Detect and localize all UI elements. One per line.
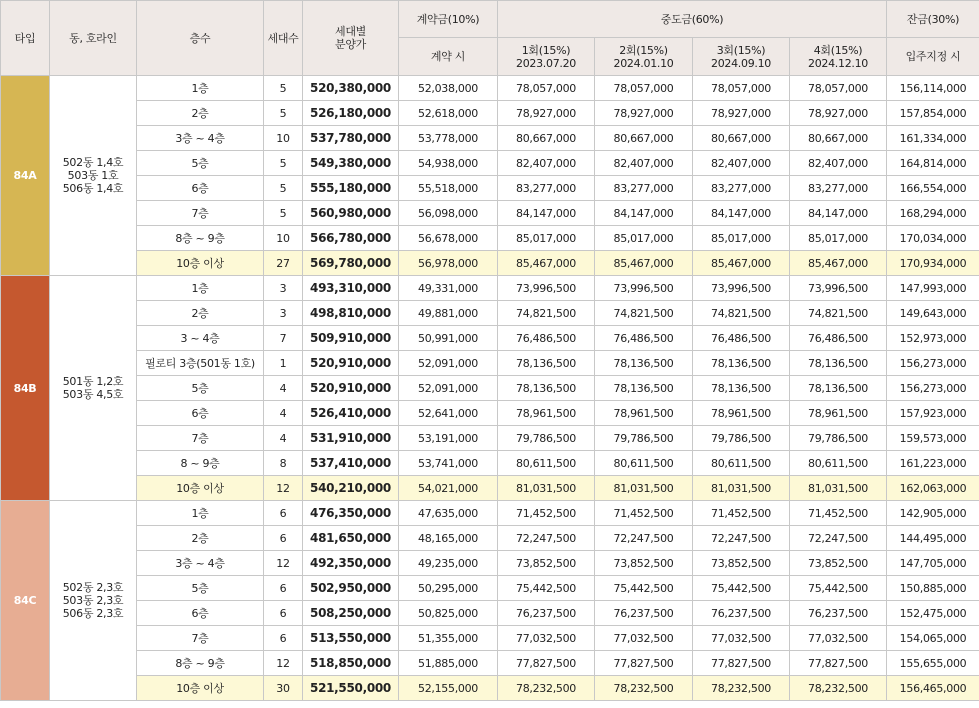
floor-cell: 6층 [137,176,264,201]
interim-3-cell: 78,057,000 [693,76,790,101]
floor-cell: 2층 [137,301,264,326]
header-interim-2-label: 2회(15%) [619,43,668,57]
floor-cell: 7층 [137,426,264,451]
interim-1-cell: 78,057,000 [498,76,595,101]
header-balance: 잔금(30%) [887,1,979,38]
balance-cell: 154,065,000 [887,626,979,651]
interim-2-cell: 77,827,500 [595,651,693,676]
table-row [1,301,979,326]
units-cell: 1 [264,351,303,376]
deposit-cell: 56,678,000 [399,226,498,251]
balance-cell: 155,655,000 [887,651,979,676]
header-interim-4 [790,38,887,76]
balance-cell: 142,905,000 [887,501,979,526]
interim-3-cell: 71,452,500 [693,501,790,526]
table-row [1,626,979,651]
deposit-cell: 52,155,000 [399,676,498,701]
dong-line: 503동 2,3호 [62,594,124,607]
floor-cell: 7층 [137,201,264,226]
interim-4-cell: 78,136,500 [790,351,887,376]
interim-4-cell: 80,667,000 [790,126,887,151]
interim-4-cell: 80,611,500 [790,451,887,476]
type-label: 84C [1,501,50,701]
deposit-cell: 53,191,000 [399,426,498,451]
interim-2-cell: 78,232,500 [595,676,693,701]
deposit-cell: 54,021,000 [399,476,498,501]
dong-line-cell [50,76,137,276]
units-cell: 5 [264,101,303,126]
interim-1-cell: 71,452,500 [498,501,595,526]
interim-2-cell: 73,852,500 [595,551,693,576]
interim-3-cell: 78,961,500 [693,401,790,426]
dong-line: 506동 1,4호 [62,182,124,195]
interim-3-cell: 80,611,500 [693,451,790,476]
balance-cell: 144,495,000 [887,526,979,551]
interim-1-cell: 73,996,500 [498,276,595,301]
price-cell: 476,350,000 [303,501,399,526]
deposit-cell: 51,355,000 [399,626,498,651]
price-cell: 509,910,000 [303,326,399,351]
deposit-cell: 50,991,000 [399,326,498,351]
interim-2-cell: 78,961,500 [595,401,693,426]
interim-4-cell: 81,031,500 [790,476,887,501]
units-cell: 5 [264,76,303,101]
interim-2-cell: 79,786,500 [595,426,693,451]
deposit-cell: 47,635,000 [399,501,498,526]
floor-cell: 1층 [137,276,264,301]
deposit-cell: 49,331,000 [399,276,498,301]
interim-4-cell: 73,996,500 [790,276,887,301]
table-row [1,651,979,676]
floor-cell: 8층 ~ 9층 [137,226,264,251]
table-row [1,476,979,501]
units-cell: 3 [264,276,303,301]
price-cell: 520,380,000 [303,76,399,101]
interim-2-cell: 84,147,000 [595,201,693,226]
interim-1-cell: 74,821,500 [498,301,595,326]
interim-1-cell: 80,667,000 [498,126,595,151]
deposit-cell: 50,825,000 [399,601,498,626]
balance-cell: 164,814,000 [887,151,979,176]
interim-1-cell: 76,486,500 [498,326,595,351]
header-price [303,1,399,76]
units-cell: 10 [264,126,303,151]
balance-cell: 157,923,000 [887,401,979,426]
interim-3-cell: 73,996,500 [693,276,790,301]
header-interim-3 [693,38,790,76]
interim-1-cell: 76,237,500 [498,601,595,626]
header-interim-3-label: 3회(15%) [716,43,766,57]
interim-1-cell: 73,852,500 [498,551,595,576]
floor-cell: 2층 [137,526,264,551]
interim-1-cell: 79,786,500 [498,426,595,451]
units-cell: 6 [264,626,303,651]
units-cell: 12 [264,476,303,501]
deposit-cell: 49,881,000 [399,301,498,326]
interim-2-cell: 80,667,000 [595,126,693,151]
interim-3-cell: 76,237,500 [693,601,790,626]
balance-cell: 159,573,000 [887,426,979,451]
table-row [1,376,979,401]
interim-3-cell: 76,486,500 [693,326,790,351]
balance-cell: 156,273,000 [887,376,979,401]
interim-2-cell: 78,136,500 [595,351,693,376]
table-row [1,226,979,251]
header-interim-2-date: 2024.01.10 [613,56,674,70]
dong-line-cell [50,501,137,701]
interim-2-cell: 85,467,000 [595,251,693,276]
floor-cell: 10층 이상 [137,251,264,276]
deposit-cell: 52,091,000 [399,376,498,401]
deposit-cell: 52,618,000 [399,101,498,126]
interim-2-cell: 78,927,000 [595,101,693,126]
balance-cell: 157,854,000 [887,101,979,126]
balance-cell: 168,294,000 [887,201,979,226]
interim-4-cell: 76,237,500 [790,601,887,626]
interim-3-cell: 84,147,000 [693,201,790,226]
price-cell: 502,950,000 [303,576,399,601]
interim-2-cell: 78,057,000 [595,76,693,101]
units-cell: 4 [264,426,303,451]
header-units: 세대수 [264,1,303,76]
floor-cell: 5층 [137,376,264,401]
units-cell: 5 [264,176,303,201]
units-cell: 4 [264,401,303,426]
dong-line: 503동 1호 [67,169,119,182]
interim-4-cell: 72,247,500 [790,526,887,551]
price-cell: 531,910,000 [303,426,399,451]
price-cell: 566,780,000 [303,226,399,251]
floor-cell: 3층 ~ 4층 [137,126,264,151]
price-cell: 537,780,000 [303,126,399,151]
header-interim-3-date: 2024.09.10 [711,56,771,70]
balance-cell: 147,705,000 [887,551,979,576]
floor-cell: 3층 ~ 4층 [137,551,264,576]
floor-cell: 10층 이상 [137,476,264,501]
floor-cell: 필로티 3층(501동 1호) [137,351,264,376]
dong-line: 502동 2,3호 [62,581,124,594]
floor-cell: 6층 [137,601,264,626]
price-cell: 518,850,000 [303,651,399,676]
dong-line: 503동 4,5호 [62,388,124,401]
header-type: 타입 [1,1,50,76]
interim-4-cell: 82,407,000 [790,151,887,176]
table-row [1,351,979,376]
interim-1-cell: 77,032,500 [498,626,595,651]
interim-1-cell: 85,017,000 [498,226,595,251]
deposit-cell: 50,295,000 [399,576,498,601]
interim-1-cell: 81,031,500 [498,476,595,501]
units-cell: 4 [264,376,303,401]
interim-1-cell: 78,232,500 [498,676,595,701]
table-row [1,451,979,476]
price-cell: 513,550,000 [303,626,399,651]
header-interim: 중도금(60%) [498,1,887,38]
table-row [1,426,979,451]
floor-cell: 6층 [137,401,264,426]
table-row [1,401,979,426]
floor-cell: 8층 ~ 9층 [137,651,264,676]
table-row [1,501,979,526]
table-row [1,276,979,301]
interim-3-cell: 77,032,500 [693,626,790,651]
table-row [1,601,979,626]
type-label: 84A [1,76,50,276]
interim-1-cell: 78,961,500 [498,401,595,426]
units-cell: 5 [264,151,303,176]
interim-2-cell: 75,442,500 [595,576,693,601]
price-cell: 560,980,000 [303,201,399,226]
interim-3-cell: 75,442,500 [693,576,790,601]
table-row [1,526,979,551]
deposit-cell: 55,518,000 [399,176,498,201]
interim-1-cell: 78,927,000 [498,101,595,126]
interim-1-cell: 72,247,500 [498,526,595,551]
interim-3-cell: 78,927,000 [693,101,790,126]
price-cell: 540,210,000 [303,476,399,501]
interim-4-cell: 71,452,500 [790,501,887,526]
interim-2-cell: 72,247,500 [595,526,693,551]
interim-3-cell: 82,407,000 [693,151,790,176]
interim-1-cell: 80,611,500 [498,451,595,476]
price-cell: 508,250,000 [303,601,399,626]
interim-1-cell: 75,442,500 [498,576,595,601]
interim-4-cell: 78,057,000 [790,76,887,101]
interim-2-cell: 80,611,500 [595,451,693,476]
header-interim-1-label: 1회(15%) [521,43,571,57]
interim-3-cell: 78,232,500 [693,676,790,701]
header-interim-4-date: 2024.12.10 [808,56,868,70]
table-row [1,676,979,701]
table-header [1,1,979,76]
interim-4-cell: 85,017,000 [790,226,887,251]
header-interim-1 [498,38,595,76]
header-deposit: 계약금(10%) [399,1,498,38]
header-balance-sub: 입주지정 시 [887,38,979,76]
balance-cell: 156,114,000 [887,76,979,101]
deposit-cell: 51,885,000 [399,651,498,676]
interim-1-cell: 77,827,500 [498,651,595,676]
table-row [1,201,979,226]
interim-3-cell: 81,031,500 [693,476,790,501]
floor-cell: 1층 [137,501,264,526]
balance-cell: 156,273,000 [887,351,979,376]
balance-cell: 147,993,000 [887,276,979,301]
table-row [1,251,979,276]
interim-2-cell: 77,032,500 [595,626,693,651]
table-body [1,76,979,701]
interim-2-cell: 73,996,500 [595,276,693,301]
deposit-cell: 52,641,000 [399,401,498,426]
interim-1-cell: 78,136,500 [498,376,595,401]
balance-cell: 152,475,000 [887,601,979,626]
header-interim-2 [595,38,693,76]
floor-cell: 5층 [137,576,264,601]
floor-cell: 10층 이상 [137,676,264,701]
interim-4-cell: 76,486,500 [790,326,887,351]
balance-cell: 156,465,000 [887,676,979,701]
deposit-cell: 56,978,000 [399,251,498,276]
price-cell: 569,780,000 [303,251,399,276]
units-cell: 27 [264,251,303,276]
units-cell: 6 [264,526,303,551]
interim-3-cell: 74,821,500 [693,301,790,326]
units-cell: 8 [264,451,303,476]
interim-1-cell: 83,277,000 [498,176,595,201]
interim-1-cell: 82,407,000 [498,151,595,176]
balance-cell: 166,554,000 [887,176,979,201]
price-cell: 493,310,000 [303,276,399,301]
interim-4-cell: 78,232,500 [790,676,887,701]
balance-cell: 170,934,000 [887,251,979,276]
units-cell: 30 [264,676,303,701]
header-interim-1-date: 2023.07.20 [516,56,576,70]
deposit-cell: 49,235,000 [399,551,498,576]
table-row [1,576,979,601]
interim-3-cell: 80,667,000 [693,126,790,151]
header-interim-4-label: 4회(15%) [813,43,863,57]
units-cell: 5 [264,201,303,226]
dong-line-cell [50,276,137,501]
floor-cell: 3 ~ 4층 [137,326,264,351]
interim-4-cell: 79,786,500 [790,426,887,451]
price-cell: 526,180,000 [303,101,399,126]
deposit-cell: 53,778,000 [399,126,498,151]
interim-3-cell: 79,786,500 [693,426,790,451]
header-floor: 층수 [137,1,264,76]
units-cell: 12 [264,651,303,676]
units-cell: 6 [264,601,303,626]
interim-2-cell: 76,486,500 [595,326,693,351]
dong-line: 501동 1,2호 [62,375,124,388]
price-cell: 520,910,000 [303,351,399,376]
balance-cell: 149,643,000 [887,301,979,326]
interim-2-cell: 74,821,500 [595,301,693,326]
price-cell: 555,180,000 [303,176,399,201]
interim-4-cell: 75,442,500 [790,576,887,601]
price-cell: 520,910,000 [303,376,399,401]
header-dong: 동, 호라인 [50,1,137,76]
interim-3-cell: 83,277,000 [693,176,790,201]
dong-line: 506동 2,3호 [62,607,124,620]
price-cell: 526,410,000 [303,401,399,426]
interim-1-cell: 85,467,000 [498,251,595,276]
interim-3-cell: 72,247,500 [693,526,790,551]
interim-4-cell: 78,136,500 [790,376,887,401]
interim-4-cell: 83,277,000 [790,176,887,201]
balance-cell: 170,034,000 [887,226,979,251]
header-deposit-sub: 계약 시 [399,38,498,76]
price-cell: 481,650,000 [303,526,399,551]
interim-2-cell: 71,452,500 [595,501,693,526]
units-cell: 12 [264,551,303,576]
price-cell: 521,550,000 [303,676,399,701]
interim-3-cell: 78,136,500 [693,376,790,401]
price-cell: 549,380,000 [303,151,399,176]
floor-cell: 2층 [137,101,264,126]
floor-cell: 5층 [137,151,264,176]
balance-cell: 150,885,000 [887,576,979,601]
floor-cell: 7층 [137,626,264,651]
interim-4-cell: 85,467,000 [790,251,887,276]
balance-cell: 162,063,000 [887,476,979,501]
deposit-cell: 52,091,000 [399,351,498,376]
table-row [1,151,979,176]
deposit-cell: 54,938,000 [399,151,498,176]
table-row [1,326,979,351]
interim-3-cell: 77,827,500 [693,651,790,676]
interim-2-cell: 76,237,500 [595,601,693,626]
floor-cell: 1층 [137,76,264,101]
price-cell: 537,410,000 [303,451,399,476]
interim-2-cell: 85,017,000 [595,226,693,251]
balance-cell: 152,973,000 [887,326,979,351]
table-row [1,126,979,151]
interim-4-cell: 77,827,500 [790,651,887,676]
interim-2-cell: 81,031,500 [595,476,693,501]
interim-1-cell: 78,136,500 [498,351,595,376]
interim-2-cell: 83,277,000 [595,176,693,201]
interim-2-cell: 82,407,000 [595,151,693,176]
interim-4-cell: 78,927,000 [790,101,887,126]
price-cell: 498,810,000 [303,301,399,326]
table-row [1,76,979,101]
units-cell: 7 [264,326,303,351]
units-cell: 6 [264,576,303,601]
balance-cell: 161,334,000 [887,126,979,151]
price-cell: 492,350,000 [303,551,399,576]
interim-4-cell: 84,147,000 [790,201,887,226]
interim-2-cell: 78,136,500 [595,376,693,401]
interim-4-cell: 73,852,500 [790,551,887,576]
header-price-line1: 세대별 [335,25,366,38]
interim-3-cell: 85,017,000 [693,226,790,251]
interim-4-cell: 77,032,500 [790,626,887,651]
units-cell: 3 [264,301,303,326]
interim-3-cell: 78,136,500 [693,351,790,376]
deposit-cell: 48,165,000 [399,526,498,551]
table-row [1,551,979,576]
table-row [1,176,979,201]
floor-cell: 8 ~ 9층 [137,451,264,476]
units-cell: 6 [264,501,303,526]
interim-4-cell: 78,961,500 [790,401,887,426]
type-label: 84B [1,276,50,501]
header-price-line2: 분양가 [335,38,366,51]
table-row [1,101,979,126]
interim-3-cell: 73,852,500 [693,551,790,576]
interim-3-cell: 85,467,000 [693,251,790,276]
interim-1-cell: 84,147,000 [498,201,595,226]
interim-4-cell: 74,821,500 [790,301,887,326]
dong-line: 502동 1,4호 [62,156,124,169]
deposit-cell: 52,038,000 [399,76,498,101]
units-cell: 10 [264,226,303,251]
deposit-cell: 56,098,000 [399,201,498,226]
balance-cell: 161,223,000 [887,451,979,476]
deposit-cell: 53,741,000 [399,451,498,476]
